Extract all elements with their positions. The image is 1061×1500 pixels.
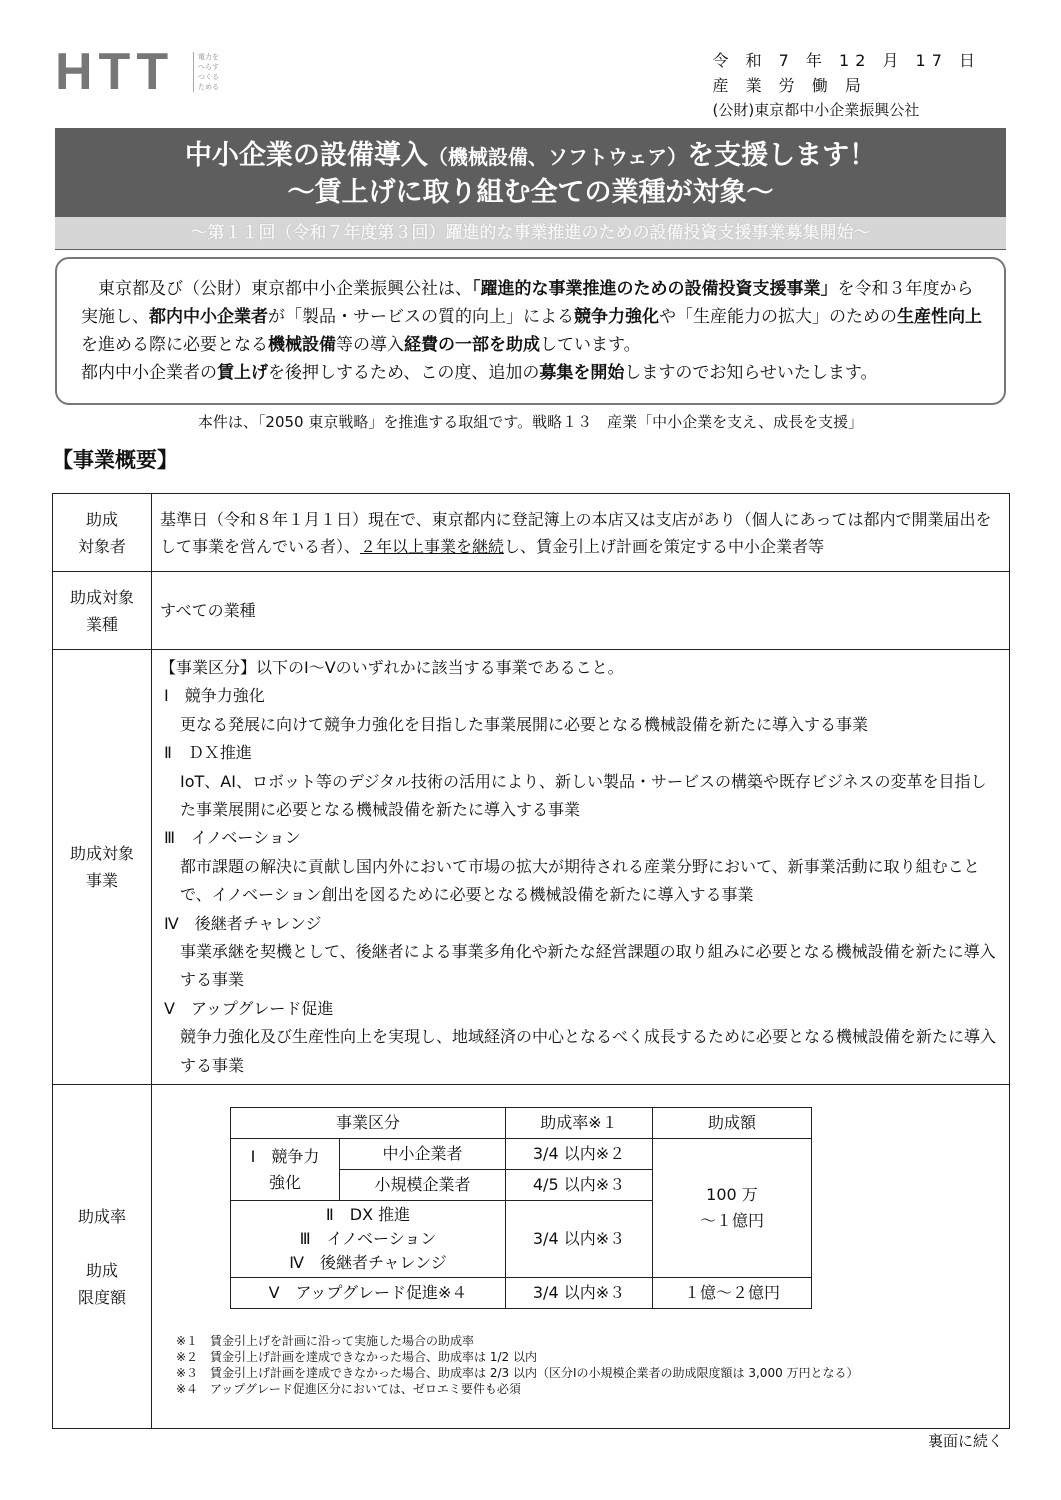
- footnote: ※３ 賃金引上げ計画を達成できなかった場合、助成率は 2/3 以内（区分Ⅰの小規模企業者の助成限度額は 3,000 万円となる）: [176, 1366, 859, 1381]
- footnote: ※１ 賃金引上げを計画に沿って実施した場合の助成率: [176, 1334, 475, 1349]
- table-row: [53, 572, 1010, 650]
- category-cell: Ⅱ DX 推進 Ⅲ イノベーション Ⅳ 後継者チャレンジ: [231, 1201, 506, 1278]
- rate-cell: 3/4 以内※３: [506, 1201, 653, 1278]
- row-content: [152, 1085, 1010, 1429]
- category-title: Ⅳ 後継者チャレンジ: [164, 913, 322, 933]
- logo-text: HTT: [55, 43, 175, 101]
- row-label: 助成対象 業種: [53, 572, 152, 650]
- row-content: 基準日（令和８年１月１日）現在で、東京都内に登記簿上の本店又は支店があり（個人にあっては都内で開業届出をして事業を営んでいる者）、２年以上事業を継続し、賃金引上げ計画を策定する中小企業者等: [152, 494, 1010, 572]
- footnote: ※４ アップグレード促進区分においては、ゼロエミ要件も必須: [176, 1382, 521, 1397]
- business-category-intro: 【事業区分】以下のⅠ～Ⅴのいずれかに該当する事業であること。: [160, 658, 624, 677]
- header-cell: 助成額: [653, 1108, 812, 1139]
- row-content: すべての業種: [152, 572, 1010, 650]
- category-title: Ⅱ ＤＸ推進: [164, 743, 252, 763]
- subtitle: ～第１１回（令和７年度第３回）躍進的な事業推進のための設備投資支援事業募集開始～: [55, 217, 1006, 249]
- logo-tag-line: 電力を: [198, 53, 219, 61]
- category-description: 事業承継を契機として、後継者による事業多角化や新たな経営課題の取り組みに必要となる機械設備を新たに導入する事業: [180, 942, 996, 990]
- category-title: Ⅴ アップグレード促進: [164, 998, 334, 1018]
- summary-box: [55, 257, 1006, 405]
- summary-paragraph-2: 都内中小企業者の賃上げを後押しするため、この度、追加の募集を開始しますのでお知らせいたします。: [81, 363, 878, 383]
- issuing-organization: (公財)東京都中小企業振興公社: [712, 101, 920, 119]
- category-description: 都市課題の解決に貢献し国内外において市場の拡大が期待される産業分野において、新事業活動に取り組むことで、イノベーション創出を図るために必要となる機械設備を新たに導入する事業: [180, 856, 980, 905]
- title-part: を支援します！: [687, 140, 877, 171]
- title-line-2: ～賃上げに取り組む全ての業種が対象～: [287, 177, 774, 208]
- subcategory-cell: 小規模企業者: [340, 1170, 506, 1201]
- amount-cell: １億～２億円: [653, 1278, 812, 1309]
- issuer-block: [712, 48, 981, 123]
- summary-paragraph-1: 東京都及び（公財）東京都中小企業振興公社は、「躍進的な事業推進のための設備投資支援事業」を令和３年度から実施し、都内中小企業者が「製品・サービスの質的向上」による競争力強化や「生産能力の拡大」のための生産性向上を進める際に必要となる機械設備等の導入経費の一部を助成しています。: [81, 279, 982, 355]
- category-description: IoT、AI、ロボット等のデジタル技術の活用により、新しい製品・サービスの構築や既存ビジネスの変革を目指した事業展開に必要となる機械設備を新たに導入する事業: [180, 771, 987, 820]
- category-title: Ⅲ イノベーション: [164, 828, 301, 848]
- rate-cell: 3/4 以内※３: [506, 1278, 653, 1309]
- continue-note: 裏面に続く: [927, 1432, 1003, 1450]
- table-row: [53, 650, 1010, 1085]
- row-content: [152, 650, 1010, 1085]
- row-label: 助成 対象者: [53, 494, 152, 572]
- logo-tag-line: へらす: [198, 63, 219, 71]
- logo-tagline: [193, 52, 219, 92]
- header-cell: 事業区分: [231, 1108, 506, 1139]
- logo-tag-line: ためる: [198, 83, 219, 91]
- issuing-bureau: 産 業 労 働 局: [712, 76, 867, 95]
- category-cell: Ⅰ 競争力 強化: [231, 1139, 340, 1201]
- section-heading: 【事業概要】: [52, 448, 178, 472]
- subcategory-cell: 中小企業者: [340, 1139, 506, 1170]
- title-part: 中小企業の設備導入: [184, 140, 428, 171]
- title-line-1: [55, 138, 1006, 175]
- category-title: Ⅰ 競争力強化: [164, 686, 265, 706]
- strategy-note: 本件は、「2050 東京戦略」を推進する取組です。戦略１３ 産業「中小企業を支え、成長を支援」: [197, 413, 864, 431]
- row-label: 助成率 助成 限度額: [53, 1085, 152, 1429]
- amount-cell: 100 万 ～１億円: [653, 1139, 812, 1278]
- row-label: 助成対象 事業: [53, 650, 152, 1085]
- htt-logo: [55, 43, 255, 101]
- category-description: 競争力強化及び生産性向上を実現し、地域経済の中心となるべく成長するために必要となる機械設備を新たに導入する事業: [180, 1027, 997, 1075]
- issue-date: 令 和 7 年 12 月 17 日: [712, 51, 981, 70]
- rate-cell: 4/5 以内※３: [506, 1170, 653, 1201]
- table-row: [53, 494, 1010, 572]
- category-description: 更なる発展に向けて競争力強化を目指した事業展開に必要となる機械設備を新たに導入する事業: [180, 714, 869, 734]
- subsidy-rate-table: [230, 1107, 812, 1309]
- footnote: ※２ 賃金引上げ計画を達成できなかった場合、助成率は 1/2 以内: [176, 1350, 537, 1365]
- table-row: [53, 1085, 1010, 1429]
- logo-tag-line: つくる: [198, 73, 219, 81]
- rate-cell: 3/4 以内※２: [506, 1139, 653, 1170]
- footnotes: [176, 1333, 1009, 1397]
- category-cell: Ⅴ アップグレード促進※４: [231, 1278, 506, 1309]
- title-banner: [55, 128, 1006, 250]
- header-cell: 助成率※１: [506, 1108, 653, 1139]
- title-part-small: （機械設備、ソフトウェア）: [427, 145, 688, 169]
- overview-table: [52, 493, 1010, 1429]
